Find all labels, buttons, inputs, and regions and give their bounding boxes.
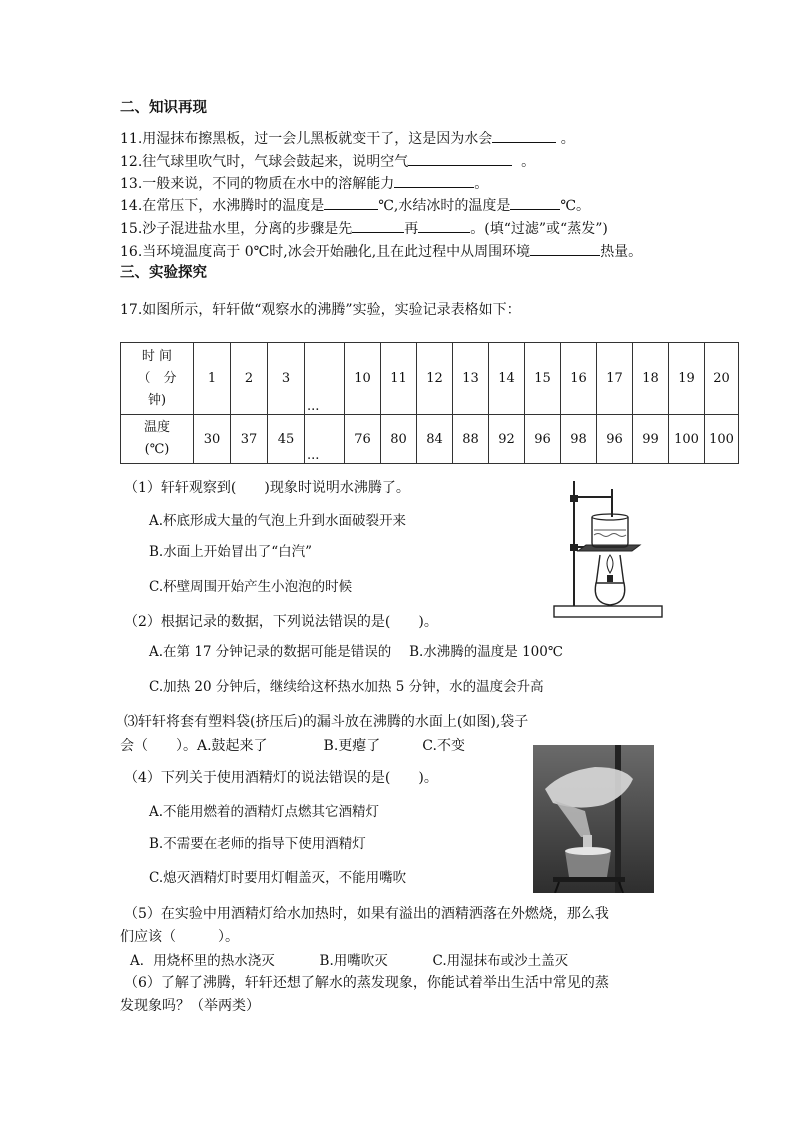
temperature-cell: 88 bbox=[453, 415, 489, 464]
time-header-line: （ 分 bbox=[137, 370, 177, 386]
question-17-intro: 17.如图所示，轩轩做“观察水的沸腾”实验，实验记录表格如下： bbox=[120, 302, 521, 318]
funnel-bag-photo bbox=[533, 745, 654, 893]
option-1a: A.杯底形成大量的气泡上升到水面破裂开来 bbox=[149, 513, 407, 529]
question-16-text: 16.当环境温度高于 0℃时,冰会开始融化,且在此过程中从周围环境 bbox=[120, 244, 531, 260]
sub-question-1: （1）轩轩观察到( )现象时说明水沸腾了。 bbox=[124, 480, 410, 496]
boiling-apparatus-figure bbox=[548, 475, 668, 623]
sub-question-3-line-1: ⑶轩轩将套有塑料袋(挤压后)的漏斗放在沸腾的水面上(如图),袋子 bbox=[124, 714, 529, 730]
temperature-cell: 96 bbox=[597, 415, 633, 464]
answer-blank[interactable] bbox=[324, 195, 378, 210]
temperature-cell: 92 bbox=[489, 415, 525, 464]
option-2c: C.加热 20 分钟后，继续给这杯热水加热 5 分钟，水的温度会升高 bbox=[149, 679, 544, 695]
sub-question-6-line-2: 发现象吗？（举两类） bbox=[120, 998, 260, 1014]
temperature-cell: 100 bbox=[669, 415, 705, 464]
temperature-cell: 37 bbox=[231, 415, 268, 464]
sub-question-3-line-2: 会（ ）。A.鼓起来了 B.更瘪了 C.不变 bbox=[120, 738, 465, 754]
temperature-cell: 30 bbox=[194, 415, 231, 464]
time-cell: 3 bbox=[268, 343, 305, 415]
question-14-mid: ℃,水结冰时的温度是 bbox=[378, 198, 511, 214]
question-15 bbox=[120, 218, 608, 238]
sub-question-5-options: A．用烧杯里的热水浇灭 B.用嘴吹灭 C.用湿抹布或沙土盖灭 bbox=[130, 953, 569, 969]
question-12 bbox=[120, 151, 535, 171]
option-2a: A.在第 17 分钟记录的数据可能是错误的 B.水沸腾的温度是 100℃ bbox=[149, 644, 563, 660]
answer-blank[interactable] bbox=[530, 241, 600, 256]
section-3-heading: 三、实验探究 bbox=[120, 265, 207, 281]
time-header-cell bbox=[121, 343, 194, 415]
sub-question-4: （4）下列关于使用酒精灯的说法错误的是( )。 bbox=[124, 770, 438, 786]
answer-blank[interactable] bbox=[394, 173, 474, 188]
question-12-tail: 。 bbox=[521, 154, 536, 170]
question-11-text: 11.用湿抹布擦黑板，过一会儿黑板就变干了，这是因为水会 bbox=[120, 131, 493, 147]
question-14-text: 14.在常压下，水沸腾时的温度是 bbox=[120, 198, 325, 214]
answer-blank[interactable] bbox=[492, 128, 556, 143]
question-13 bbox=[120, 173, 488, 193]
option-1b: B.水面上开始冒出了“白汽” bbox=[149, 544, 313, 560]
temperature-cell: 45 bbox=[268, 415, 305, 464]
sub-question-5-line-2: 们应该（ ）。 bbox=[120, 929, 239, 945]
time-cell: 1 bbox=[194, 343, 231, 415]
question-16 bbox=[120, 241, 642, 261]
sub-question-6-line-1: （6）了解了沸腾，轩轩还想了解水的蒸发现象，你能试着举出生活中常见的蒸 bbox=[124, 975, 609, 991]
answer-blank[interactable] bbox=[408, 151, 512, 166]
temperature-header-line: 温度 bbox=[143, 420, 170, 435]
question-16-tail: 热量。 bbox=[600, 244, 643, 260]
answer-blank[interactable] bbox=[510, 195, 560, 210]
question-14-tail: ℃。 bbox=[560, 198, 591, 214]
question-11 bbox=[120, 128, 575, 148]
option-4c: C.熄灭酒精灯时要用灯帽盖灭，不能用嘴吹 bbox=[149, 870, 407, 886]
question-14 bbox=[120, 195, 590, 215]
time-cell: 13 bbox=[453, 343, 489, 415]
time-cell: 18 bbox=[633, 343, 669, 415]
temperature-cell: 96 bbox=[525, 415, 561, 464]
time-cell: 10 bbox=[345, 343, 381, 415]
time-cell: 2 bbox=[231, 343, 268, 415]
question-12-text: 12.往气球里吹气时，气球会鼓起来，说明空气 bbox=[120, 154, 409, 170]
option-4b: B.不需要在老师的指导下使用酒精灯 bbox=[149, 836, 366, 852]
temperature-cell: 84 bbox=[417, 415, 453, 464]
question-15-tail: 。(填“过滤”或“蒸发”) bbox=[470, 221, 608, 237]
question-13-tail: 。 bbox=[474, 176, 489, 192]
table-row-temperature bbox=[121, 415, 739, 464]
sub-question-2: （2）根据记录的数据，下列说法错误的是( )。 bbox=[124, 614, 438, 630]
temperature-cell: 98 bbox=[561, 415, 597, 464]
question-13-text: 13.一般来说，不同的物质在水中的溶解能力 bbox=[120, 176, 395, 192]
time-cell: 14 bbox=[489, 343, 525, 415]
answer-blank[interactable] bbox=[418, 218, 470, 233]
table-row-time bbox=[121, 343, 739, 415]
temperature-header-cell bbox=[121, 415, 194, 464]
temperature-cell: ... bbox=[305, 415, 345, 464]
section-2-heading: 二、知识再现 bbox=[120, 100, 207, 116]
time-cell: ... bbox=[305, 343, 345, 415]
question-15-mid: 再 bbox=[404, 221, 419, 237]
time-header-line: 时 间 bbox=[141, 348, 173, 364]
temperature-cell: 76 bbox=[345, 415, 381, 464]
time-cell: 19 bbox=[669, 343, 705, 415]
record-table bbox=[120, 342, 739, 464]
question-11-tail: 。 bbox=[560, 131, 575, 147]
time-cell: 17 bbox=[597, 343, 633, 415]
time-cell: 12 bbox=[417, 343, 453, 415]
option-1c: C.杯壁周围开始产生小泡泡的时候 bbox=[149, 579, 353, 595]
answer-blank[interactable] bbox=[352, 218, 404, 233]
time-header-line: 钟) bbox=[147, 392, 167, 408]
time-cell: 20 bbox=[705, 343, 739, 415]
question-15-text: 15.沙子混进盐水里，分离的步骤是先 bbox=[120, 221, 353, 237]
time-cell: 11 bbox=[381, 343, 417, 415]
option-4a: A.不能用燃着的酒精灯点燃其它酒精灯 bbox=[149, 804, 380, 820]
time-cell: 15 bbox=[525, 343, 561, 415]
sub-question-5-line-1: （5）在实验中用酒精灯给水加热时，如果有溢出的酒精洒落在外燃烧，那么我 bbox=[124, 906, 609, 922]
time-cell: 16 bbox=[561, 343, 597, 415]
temperature-cell: 99 bbox=[633, 415, 669, 464]
temperature-cell: 80 bbox=[381, 415, 417, 464]
temperature-header-line: (℃) bbox=[144, 442, 170, 457]
temperature-cell: 100 bbox=[705, 415, 739, 464]
